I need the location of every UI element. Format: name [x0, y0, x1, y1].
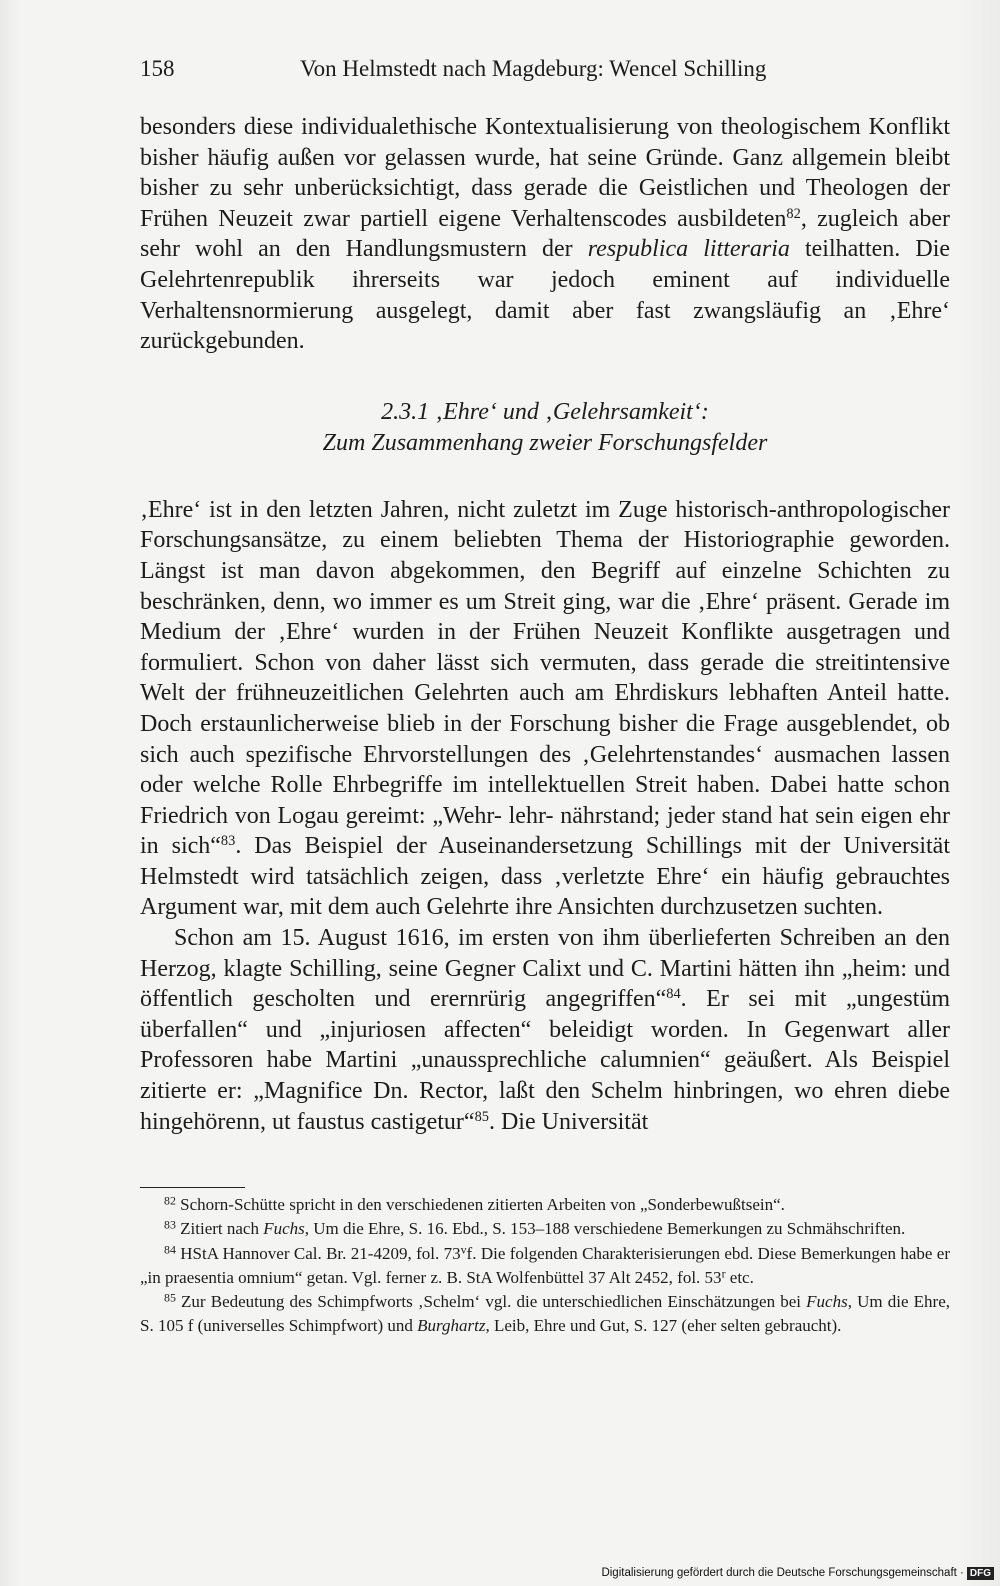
paragraph-2: ‚Ehre‘ ist in den letzten Jahren, nicht zuletzt im Zuge historisch-anthropologischer Forschungsansätze, zu einem beliebten Thema der Historiographie geworden. Längst ist man davon abgekommen, den Begriff auf einzelne Schichten zu beschränken, denn, wo immer es um Streit ging, war die ‚Ehre‘ präsent. Gerade im Medium der ‚Ehre‘ wurden in der Frühen Neuzeit Konflikte ausgetragen und formuliert. Schon von daher lässt sich vermuten, dass gerade die streitintensive Welt der frühneuzeitlichen Gelehrten auch am Ehrdiskurs lebhaften Anteil hatte. Doch erstaunlicherweise blieb in der Forschung bisher die Frage ausgeblendet, ob sich auch spezifische Ehrvorstellungen des ‚Gelehrtenstandes‘ ausmachen lassen oder welche Rolle Ehrbegriffe im intellektuellen Streit haben. Dabei hatte schon Friedrich von Logau gereimt: „Wehr- lehr- nährstand; jeder stand hat sein eigen ehr in sich“$^{83}$. Das Beispiel der Auseinandersetzung Schillings mit der Universität Helmstedt wird tatsächlich zeigen, dass ‚verletzte Ehre‘ ein häufig gebrauchtes Argument war, mit dem auch Gelehrte ihre Ansichten durchzusetzen suchten. [140, 496, 951, 921]
page-number: 158 [140, 56, 175, 81]
footnote-divider [140, 1187, 245, 1188]
section-heading-line-2: Zum Zusammenhang zweier Forschungsfelder [322, 429, 768, 456]
section-heading [140, 397, 950, 459]
footnote-ref-85: 85 [474, 1108, 489, 1125]
running-title: Von Helmstedt nach Magdeburg: Wencel Schilling [300, 56, 767, 81]
digitization-note: Digitalisierung gefördert durch die Deutsche Forschungsgemeinschaft [601, 1567, 957, 1579]
footnote-83: $^{83}$ Zitiert nach Fuchs, Um die Ehre, S. 16. Ebd., S. 153–188 verschiedene Bemerkungen zu Schmähschriften. [164, 1217, 906, 1239]
footnote-ref-84: 84 [666, 986, 681, 1003]
main-text [140, 112, 950, 1137]
footnote-82: $^{82}$ Schorn-Schütte spricht in den verschiedenen zitierten Arbeiten von „Sonderbewußtsein“. [164, 1193, 785, 1214]
paragraph-1: besonders diese individualethische Kontextualisierung von theologischem Konflikt bisher häufig außen vor gelassen wurde, hat seine Gründe. Ganz allgemein bleibt bisher zu sehr unberücksichtigt, dass gerade die Geistlichen und Theologen der Frühen Neuzeit zwar partiell eigene Verhaltenscodes ausbildeten$^{82}$, zugleich aber sehr wohl an den Handlungsmustern der respublica litteraria teilhatten. Die Gelehrtenrepublik ihrerseits war jedoch eminent auf individuelle Verhaltensnormierung ausgelegt, damit aber fast zwangsläufig an ‚Ehre‘ zurückgebunden. [140, 114, 951, 355]
footnote-85: $^{85}$ Zur Bedeutung des Schimpfworts ‚Schelm‘ vgl. die unterschiedlichen Einschätzungen bei Fuchs, Um die Ehre, S. 105 f (universelles Schimpfwort) und Burghartz, Leib, Ehre und Gut, S. 127 (eher selten gebraucht). [140, 1290, 951, 1336]
paragraph-3: Schon am 15. August 1616, im ersten von ihm überlieferten Schreiben an den Herzog, klagte Schilling, seine Gegner Calixt und C. Martini hätten ihn „heim: und öffentlich gescholten und erernrürig angegriffen“$^{84}$. Er sei mit „ungestüm überfallen“ und „injuriosen affecten“ beleidigt worden. In Gegenwart aller Professoren habe Martini „unaussprechliche calumnien“ geäußert. Als Beispiel zitierte er: „Magnifice Dn. Rector, laßt den Schelm hinbringen, wo ehren diebe hingehörenn, ut faustus castigetur“$^{85}$. Die Universität [140, 925, 950, 1135]
digitization-credit: Digitalisierung gefördert durch die Deutsche Forschungsgemeinschaft · DFG [601, 1567, 994, 1580]
footnote-ref-82: 82 [786, 205, 801, 222]
italic-term: respublica litteraria [587, 236, 790, 263]
footnote-ref-83: 83 [220, 833, 236, 850]
section-heading-line-1: 2.3.1 ‚Ehre‘ und ‚Gelehrsamkeit‘: [381, 398, 709, 425]
dfg-logo: DFG [967, 1567, 994, 1580]
footnotes [140, 1193, 950, 1339]
footnote-84: $^{84}$ HStA Hannover Cal. Br. 21-4209, fol. 73$^v$f. Die folgenden Charakterisierungen ebd. Diese Bemerkungen habe er „in praesentia omnium“ getan. Vgl. ferner z. B. StA Wolfenbüttel 37 Alt 2452, fol. 53$^r$ etc. [140, 1242, 950, 1287]
